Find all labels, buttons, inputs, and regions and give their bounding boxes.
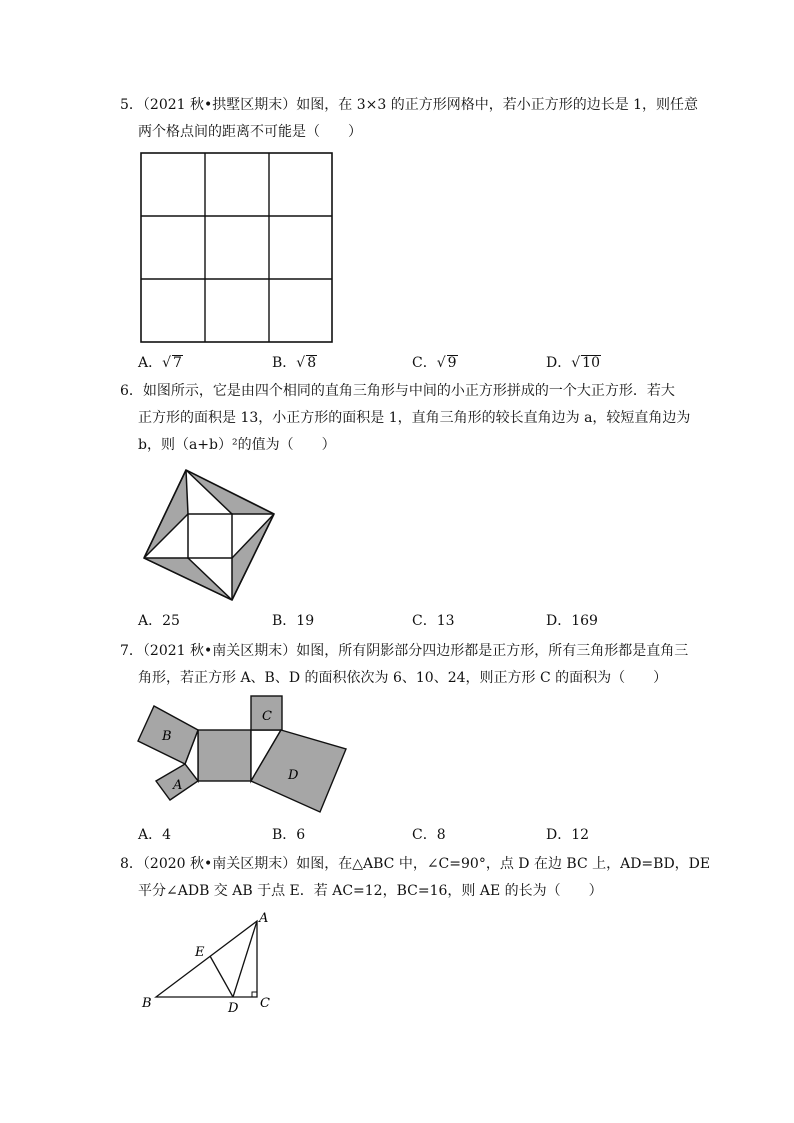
q7-line-1: 7．（2021 秋•南关区期末）如图，所有阴影部分四边形都是正方形，所有三角形都是直角三 [120, 643, 689, 659]
label-e: E [195, 945, 205, 960]
central-square [198, 730, 251, 781]
segment-de [210, 956, 233, 997]
q6-options [138, 612, 618, 632]
q5-option-c-value: 9 [447, 355, 457, 371]
grid-outer-border [141, 153, 332, 342]
q7-squares-figure [134, 694, 366, 820]
q5-grid-figure [138, 150, 336, 346]
q8-line-2: 平分∠ADB 交 AB 于点 E．若 AC=12，BC=16，则 AE 的长为（ ） [138, 883, 603, 899]
q6-line-3: b，则（a+b）²的值为（ ） [138, 437, 336, 453]
inner-square [188, 514, 232, 558]
label-d: D [228, 1001, 239, 1016]
q5-option-d[interactable] [546, 354, 601, 372]
q5-option-a[interactable] [138, 354, 183, 372]
label-c: C [260, 996, 270, 1011]
q6-line-2: 正方形的面积是 13，小正方形的面积是 1，直角三角形的较长直角边为 a，较短直角边为 [138, 410, 691, 426]
q6-line-1: 6．如图所示，它是由四个相同的直角三角形与中间的小正方形拼成的一个大正方形．若大 [120, 383, 675, 399]
q7-line-2: 角形，若正方形 A、B、D 的面积依次为 6、10、24，则正方形 C 的面积为（ ） [138, 670, 668, 686]
q5-option-c-letter: C． [412, 355, 437, 371]
q5-option-a-value: 7 [173, 355, 182, 371]
q5-line-2: 两个格点间的距离不可能是（ ） [138, 124, 362, 140]
segment-ad [233, 921, 257, 997]
label-c: C [262, 709, 272, 724]
q6-option-c[interactable]: C．13 [412, 613, 455, 629]
q5-option-c[interactable] [412, 354, 458, 372]
q6-option-a[interactable]: A．25 [138, 613, 180, 629]
q5-option-d-value: 10 [582, 355, 600, 371]
q5-options [138, 354, 618, 374]
q8-triangle-figure [136, 908, 286, 1016]
q5-option-d-letter: D． [546, 355, 572, 371]
q7-option-d[interactable]: D．12 [546, 827, 590, 843]
sqrt-icon: √ [162, 355, 172, 371]
q5-line-1: 5．（2021 秋•拱墅区期末）如图，在 3×3 的正方形网格中，若小正方形的边长是 1，则任意 [120, 97, 699, 113]
label-a: A [173, 778, 183, 793]
label-d: D [288, 768, 299, 783]
q6-square-figure [140, 462, 280, 604]
sqrt-icon: √ [571, 355, 581, 371]
q6-option-d[interactable]: D．169 [546, 613, 598, 629]
q6-option-b[interactable]: B．19 [272, 613, 315, 629]
sqrt-icon: √ [436, 355, 446, 371]
q5-option-b-letter: B． [272, 355, 297, 371]
q7-options [138, 826, 618, 846]
label-a: A [259, 911, 269, 926]
q7-option-b[interactable]: B．6 [272, 827, 306, 843]
right-angle-mark [252, 992, 257, 997]
q5-option-b[interactable] [272, 354, 317, 372]
label-b: B [142, 996, 152, 1011]
label-b: B [162, 729, 172, 744]
sqrt-icon: √ [296, 355, 306, 371]
q7-option-a[interactable]: A．4 [138, 827, 172, 843]
q8-line-1: 8．（2020 秋•南关区期末）如图，在△ABC 中，∠C=90°，点 D 在边 BC 上，AD=BD，DE [120, 856, 711, 872]
q7-option-c[interactable]: C．8 [412, 827, 446, 843]
q5-option-b-value: 8 [307, 355, 317, 371]
q5-option-a-letter: A． [138, 355, 163, 371]
triangle-abc [156, 921, 257, 997]
